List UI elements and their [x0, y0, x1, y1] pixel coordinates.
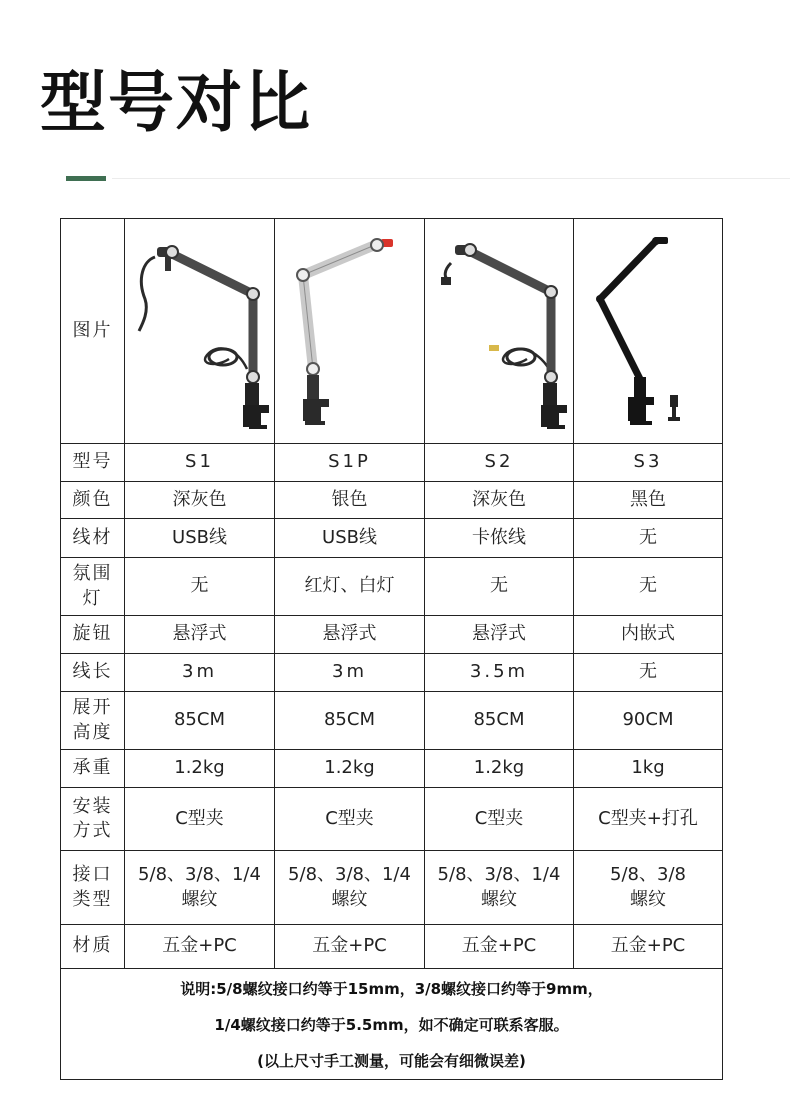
row-label-line: 灯	[82, 587, 103, 609]
table-row	[61, 925, 723, 969]
table-row	[61, 444, 723, 482]
note-line: (以上尺寸手工测量，可能会有细微误差)	[257, 1052, 526, 1070]
cell-value: 悬浮式	[275, 616, 425, 654]
table-row	[61, 692, 723, 750]
title-accent-bar	[66, 176, 106, 181]
cell-value: 85CM	[125, 692, 275, 750]
row-label-line: 安装	[72, 795, 113, 817]
cell-value: 五金+PC	[275, 925, 425, 969]
cell-value: USB线	[275, 519, 425, 558]
cell-value: 银色	[275, 482, 425, 519]
table-row	[61, 616, 723, 654]
product-image-s2	[425, 219, 574, 444]
cell-value: 深灰色	[125, 482, 275, 519]
table-row	[61, 788, 723, 851]
cell-value: 3.5m	[425, 654, 574, 692]
row-label-line: 接口	[72, 864, 113, 886]
cell-value: C型夹	[425, 788, 574, 851]
cell-value: 无	[574, 558, 723, 616]
cell-value: 红灯、白灯	[275, 558, 425, 616]
note-line: 1/4螺纹接口约等于5.5mm，如不确定可联系客服。	[214, 1016, 569, 1034]
cell-value: 90CM	[574, 692, 723, 750]
row-label: 线材	[61, 519, 125, 558]
mic-arm-s2-illustration	[425, 219, 574, 443]
cell-value: 卡侬线	[425, 519, 574, 558]
cell-value: USB线	[125, 519, 275, 558]
page-title: 型号对比	[40, 64, 312, 141]
cell-value	[574, 851, 723, 925]
cell-value	[425, 851, 574, 925]
mic-arm-s1-illustration	[125, 219, 275, 443]
cell-value: 深灰色	[425, 482, 574, 519]
row-label: 颜色	[61, 482, 125, 519]
table-note-row	[61, 969, 723, 1080]
cell-value: S1P	[275, 444, 425, 482]
table-row	[61, 750, 723, 788]
cell-value: 悬浮式	[425, 616, 574, 654]
cell-line: 螺纹	[481, 888, 517, 910]
table-row	[61, 519, 723, 558]
table-row	[61, 558, 723, 616]
cell-line: 5/8、3/8	[610, 864, 686, 886]
cell-value: S3	[574, 444, 723, 482]
product-image-s1p	[275, 219, 425, 444]
note-line: 说明:5/8螺纹接口约等于15mm，3/8螺纹接口约等于9mm，	[180, 980, 603, 998]
row-label	[61, 788, 125, 851]
cell-value: 无	[125, 558, 275, 616]
cell-value: S1	[125, 444, 275, 482]
cell-value: 3m	[275, 654, 425, 692]
cell-value: 1.2kg	[125, 750, 275, 788]
row-label: 旋钮	[61, 616, 125, 654]
row-label-line: 氛围	[72, 563, 113, 585]
table-row	[61, 482, 723, 519]
cell-value	[275, 851, 425, 925]
cell-line: 5/8、3/8、1/4	[437, 864, 561, 886]
cell-value: 无	[574, 654, 723, 692]
cell-value: 五金+PC	[574, 925, 723, 969]
row-label	[61, 558, 125, 616]
table-note	[61, 969, 723, 1080]
cell-line: 5/8、3/8、1/4	[288, 864, 411, 886]
product-image-s3	[574, 219, 723, 444]
row-label-line: 高度	[72, 721, 113, 743]
cell-value: 1.2kg	[425, 750, 574, 788]
cell-value: 内嵌式	[574, 616, 723, 654]
cell-value: C型夹	[125, 788, 275, 851]
cell-value: C型夹+打孔	[574, 788, 723, 851]
cell-line: 螺纹	[331, 888, 368, 910]
cell-value: 1.2kg	[275, 750, 425, 788]
cell-value: C型夹	[275, 788, 425, 851]
row-label-line: 展开	[72, 697, 113, 719]
mic-arm-s3-illustration	[574, 219, 723, 443]
cell-line: 螺纹	[181, 888, 218, 910]
cell-value: 85CM	[425, 692, 574, 750]
row-label	[61, 692, 125, 750]
row-label: 线长	[61, 654, 125, 692]
cell-value: 85CM	[275, 692, 425, 750]
cell-value: 无	[574, 519, 723, 558]
cell-line: 螺纹	[630, 888, 666, 910]
row-label: 型号	[61, 444, 125, 482]
cell-value: 悬浮式	[125, 616, 275, 654]
title-divider	[112, 178, 790, 179]
cell-value: 五金+PC	[125, 925, 275, 969]
cell-value: 五金+PC	[425, 925, 574, 969]
product-image-s1	[125, 219, 275, 444]
cell-value: 3m	[125, 654, 275, 692]
cell-value: 无	[425, 558, 574, 616]
mic-arm-s1p-illustration	[275, 219, 425, 443]
comparison-table	[60, 218, 723, 1080]
row-label-image: 图片	[61, 219, 125, 444]
cell-value: 黑色	[574, 482, 723, 519]
row-label-line: 方式	[72, 820, 113, 841]
cell-line: 5/8、3/8、1/4	[138, 864, 261, 886]
row-label-line: 类型	[72, 888, 113, 910]
cell-value: S2	[425, 444, 574, 482]
table-row-images	[61, 219, 723, 444]
row-label	[61, 851, 125, 925]
row-label: 材质	[61, 925, 125, 969]
cell-value	[125, 851, 275, 925]
row-label: 承重	[61, 750, 125, 788]
table-row	[61, 654, 723, 692]
table-row	[61, 851, 723, 925]
cell-value: 1kg	[574, 750, 723, 788]
